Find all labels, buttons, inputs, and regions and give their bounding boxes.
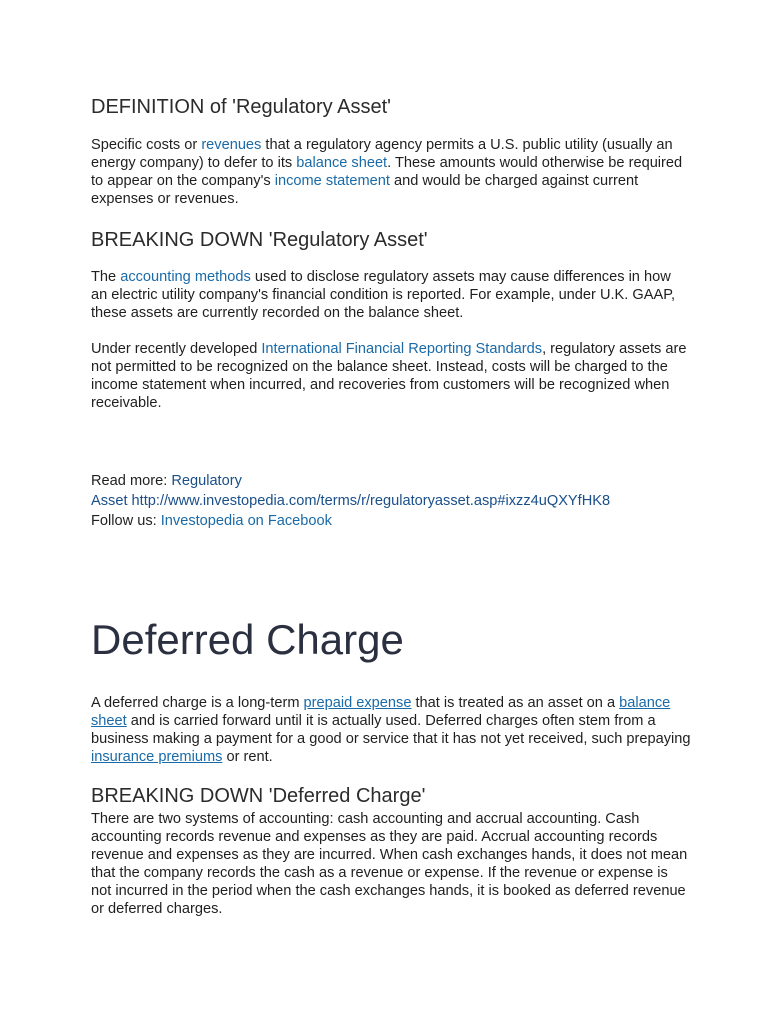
balance-sheet-link[interactable]: balance sheet <box>296 155 388 171</box>
ifrs-text-1: Under recently developed <box>91 341 262 357</box>
definition-text-2: that a regulatory agency permits a U.S. public utility (usually an energy company) to defer to its <box>91 137 673 171</box>
deferred-charge-paragraph <box>91 694 691 766</box>
income-statement-link[interactable]: income statement <box>274 173 390 189</box>
accounting-text-2: used to disclose regulatory assets may cause differences in how an electric utility company's financial condition is reported. For example, under U.K. GAAP, these assets are currently recorded on the balance sheet. <box>91 269 676 321</box>
deferred-text-1: A deferred charge is a long-term <box>91 695 304 711</box>
accounting-systems-paragraph: There are two systems of accounting: cash accounting and accrual accounting. Cash accounting records revenue and expenses as they are paid. Accrual accounting records revenue and expenses as they are incurred. When cash exchanges hands, it does not mean that the company records the cash as a revenue or expense. If the revenue or expense is not incurred in the period when the cash exchanges hands, it is booked as deferred revenue or deferred charges. <box>91 811 688 917</box>
breaking-down-deferred-heading: BREAKING DOWN 'Deferred Charge' <box>91 785 426 807</box>
accounting-methods-link[interactable]: accounting methods <box>120 269 251 285</box>
ifrs-text-2: , regulatory assets are not permitted to be recognized on the balance sheet. Instead, costs will be charged to the income statement when incurred, and recoveries from customers will be recognized when receivable. <box>91 341 687 411</box>
read-more-label: Read more: <box>91 473 172 489</box>
insurance-premiums-link[interactable]: insurance premiums <box>91 749 223 765</box>
deferred-text-2: that is treated as an asset on a <box>411 695 620 711</box>
follow-us-label: Follow us: <box>91 513 161 529</box>
revenues-link[interactable]: revenues <box>201 137 262 153</box>
definition-text-3: . These amounts would otherwise be required to appear on the company's <box>91 155 683 189</box>
balance-sheet-link-2[interactable]: balance sheet <box>91 695 671 729</box>
investopedia-facebook-link[interactable]: Investopedia on Facebook <box>160 513 332 529</box>
read-more-link-line1[interactable]: Regulatory <box>171 473 242 489</box>
ifrs-link[interactable]: International Financial Reporting Standards <box>261 341 543 357</box>
deferred-charge-title: Deferred Charge <box>91 616 404 663</box>
definition-text-1: Specific costs or <box>91 137 202 153</box>
deferred-text-4: or rent. <box>222 749 273 765</box>
definition-heading: DEFINITION of 'Regulatory Asset' <box>91 96 391 118</box>
ifrs-paragraph <box>91 340 691 412</box>
accounting-text-1: The <box>91 269 121 285</box>
definition-paragraph <box>91 136 691 208</box>
deferred-text-3: and is carried forward until it is actually used. Deferred charges often stem from a business making a payment for a good or service that it has not yet received, such prepaying <box>91 713 691 747</box>
prepaid-expense-link[interactable]: prepaid expense <box>303 695 412 711</box>
read-more-line <box>91 471 691 511</box>
follow-us-line <box>91 512 332 530</box>
read-more-link-line2[interactable]: Asset http://www.investopedia.com/terms/r/regulatoryasset.asp#ixzz4uQXYfHK8 <box>91 493 611 509</box>
definition-text-4: and would be charged against current expenses or revenues. <box>91 173 639 207</box>
breaking-down-regulatory-heading: BREAKING DOWN 'Regulatory Asset' <box>91 229 428 251</box>
accounting-methods-paragraph <box>91 268 691 322</box>
